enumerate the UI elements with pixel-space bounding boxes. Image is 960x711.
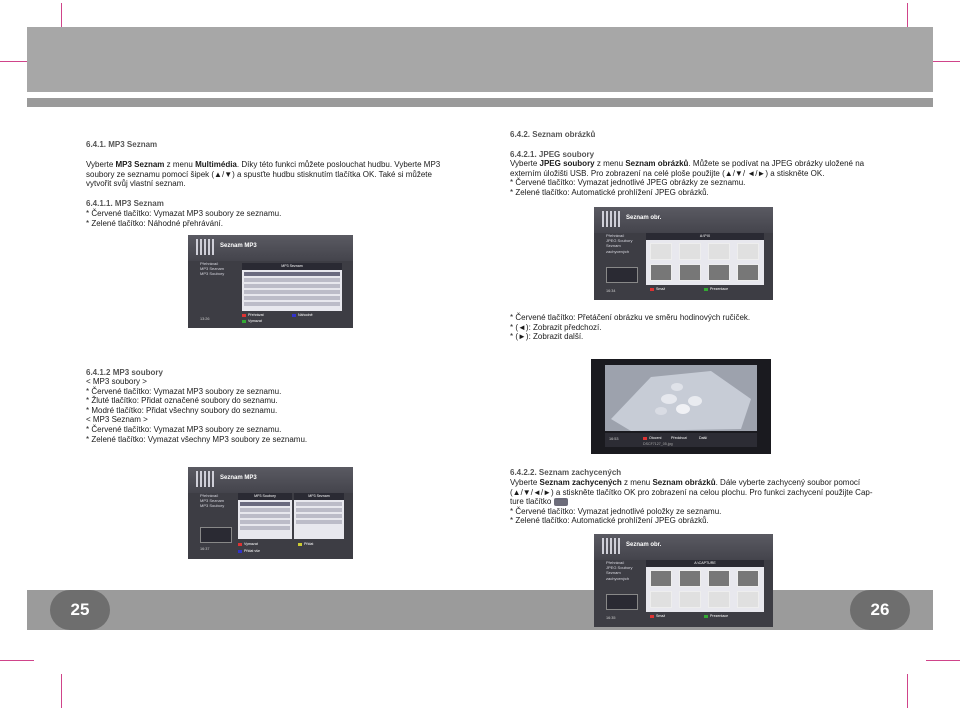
- section-body: Vyberte MP3 Seznam z menu Multimédia. Díky této funkci můžete poslouchat hudbu. Vyberte MP3 soubory ze seznamu pomocí šipek (▲/▼) a spusťte hudbu stisknutím tlačítka OK. Také si můžete vytvořit svůj vlastní seznam.: [86, 160, 441, 189]
- subsection-heading: 6.4.2.1. JPEG soubory: [510, 150, 595, 159]
- bullet-list: * Červené tlačítko: Přetáčení obrázku ve směru hodinových ručiček. * (◄): Zobrazit předchozí. * (►): Zobrazit další.: [510, 313, 751, 342]
- info-box: [606, 594, 638, 610]
- capture-thumbnail-grid[interactable]: A:\CAPTURE: [646, 560, 764, 612]
- header-stripe: [27, 98, 933, 107]
- section-heading: 6.4.1. MP3 Seznam: [86, 140, 158, 149]
- subsection-heading: 6.4.2.2. Seznam zachycených: [510, 468, 622, 477]
- blue-key-icon: [292, 314, 296, 317]
- jpeg-thumbnail-grid[interactable]: A:\PIX: [646, 233, 764, 285]
- footer-bar: [27, 590, 933, 630]
- page-number-left: 25: [50, 590, 110, 630]
- bullet-list: * Červené tlačítko: Vymazat MP3 soubory ze seznamu. * Zelené tlačítko: Náhodné přehrávání.: [86, 209, 282, 228]
- capture-button-icon: [554, 498, 568, 506]
- section-heading: 6.4.2. Seznam obrázků: [510, 130, 596, 139]
- yellow-key-icon: [298, 543, 302, 546]
- green-key-icon: [242, 320, 246, 323]
- green-key-icon: [704, 288, 708, 291]
- subsection-heading: 6.4.1.1. MP3 Seznam: [86, 199, 164, 208]
- screenshot-jpeg-files: Seznam obr. Přehrávač JPEG Soubory Seznam zachycených A:\PIX 16:34 Smaž Prezentace: [594, 207, 773, 300]
- red-key-icon: [643, 437, 647, 440]
- page-number-right: 26: [850, 590, 910, 630]
- red-key-icon: [650, 288, 654, 291]
- red-key-icon: [242, 314, 246, 317]
- mp3-list-panel[interactable]: MP3 Seznam: [242, 263, 342, 311]
- screenshot-mp3-list: Seznam MP3 Přehrávač MP3 Seznam MP3 Soubory MP3 Seznam 13:26 Přehrávat Vymazat Náhodně: [188, 235, 353, 328]
- section-body: Vyberte JPEG soubory z menu Seznam obrázků. Můžete se podívat na JPEG obrázky uložené na externím úložišti USB. Pro zobrazení na celé ploše použijte (▲/▼/ ◄/►) a stiskněte OK. * Červené tlačítko: Vymazat jednotlivé JPEG obrázky ze seznamu. * Zelené tlačítko: Automatické prohlížení JPEG obrázků.: [510, 159, 865, 197]
- header-bar: [27, 27, 933, 92]
- crop-mark: [61, 674, 62, 708]
- mp3-playlist-panel[interactable]: MP3 Seznam: [294, 493, 344, 539]
- menu-logo-icon: [196, 239, 216, 255]
- subsection-heading: 6.4.1.2 MP3 soubory: [86, 368, 163, 377]
- info-box: [606, 267, 638, 283]
- screenshot-jpeg-fullscreen: 16:53 Otoceni Předchozí Další DSCF7127_05.jpg: [591, 359, 771, 454]
- screenshot-mp3-files: Seznam MP3 Přehrávač MP3 Seznam MP3 Soubory MP3 Soubory MP3 Seznam 16:37 Vymazat Přidat vše Přidat: [188, 467, 353, 559]
- menu-logo-icon: [196, 471, 216, 487]
- crop-mark: [0, 660, 34, 661]
- crop-mark: [926, 660, 960, 661]
- mp3-files-panel[interactable]: MP3 Soubory: [238, 493, 292, 539]
- section-body: Vyberte Seznam zachycených z menu Seznam obrázků. Dále vyberte zachycený soubor pomocí (▲/▼/◄/►) a stiskněte tlačítko OK pro zobrazení na celou plochu. Pro funkci zachycení použijte Cap- ture tlačítko * Červené tlačítko: Vymazat jednotlivé položky ze seznamu. * Zelené tlačítko: Automatické prohlížení JPEG obrázků.: [510, 478, 873, 526]
- blue-key-icon: [238, 550, 242, 553]
- green-key-icon: [704, 615, 708, 618]
- bullet-list: < MP3 soubory > * Červené tlačítko: Vymazat MP3 soubory ze seznamu. * Žluté tlačítko: Přidat označené soubory do seznamu. * Modré tlačítko: Přidat všechny soubory do seznamu. < MP3 Seznam > * Červené tlačítko: Vymazat MP3 soubory ze seznamu. * Zelené tlačítko: Vymazat všechny MP3 soubory ze seznamu.: [86, 377, 308, 444]
- info-box: [200, 527, 232, 543]
- menu-logo-icon: [602, 538, 622, 554]
- screenshot-capture-list: Seznam obr. Přehrávač JPEG Soubory Seznam zachycených A:\CAPTURE 16:35 Smaž Prezentace: [594, 534, 773, 627]
- red-key-icon: [650, 615, 654, 618]
- menu-logo-icon: [602, 211, 622, 227]
- crop-mark: [907, 674, 908, 708]
- red-key-icon: [238, 543, 242, 546]
